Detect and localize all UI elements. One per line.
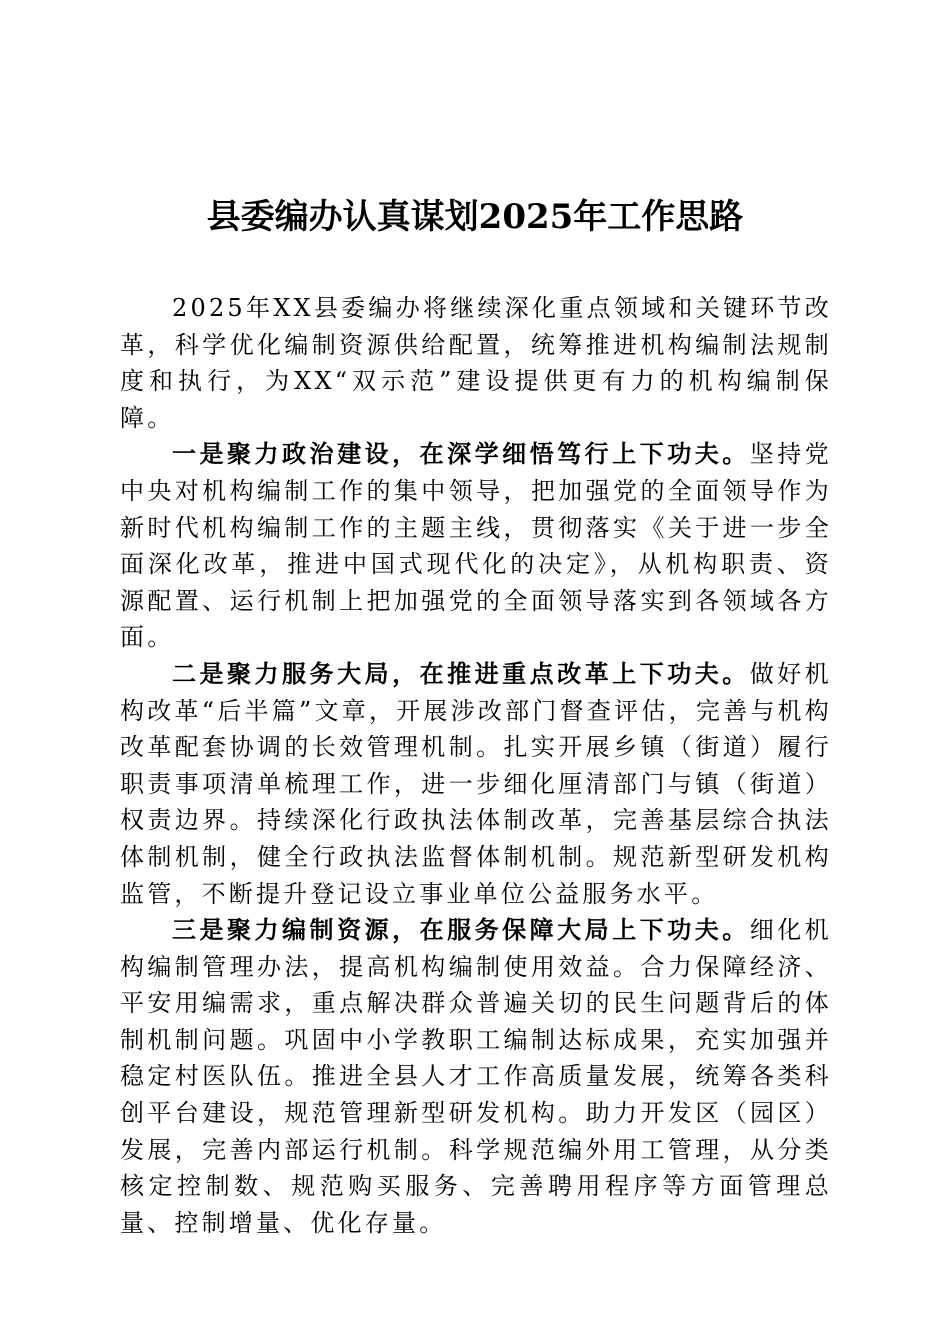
section-paragraph-1: [120, 436, 832, 656]
intro-paragraph: 2025年XX县委编办将继续深化重点领域和关键环节改革，科学优化编制资源供给配置，统筹推进机构编制法规制度和执行，为XX“双示范”建设提供更有力的机构编制保障。: [120, 294, 832, 432]
section-lead-3: 三是聚力编制资源，在服务保障大局上下功夫。: [172, 915, 750, 945]
section-text-1: 坚持党中央对机构编制工作的集中领导，把加强党的全面领导作为新时代机构编制工作的主题主线，贯彻落实《关于进一步全面深化改革，推进中国式现代化的决定》，从机构职责、资源配置、运行机制上把加强党的全面领导落实到各领域各方面。: [120, 440, 832, 652]
section-paragraph-3: [120, 912, 832, 1241]
section-text-2: 做好机构改革“后半篇”文章，开展涉改部门督查评估，完善与机构改革配套协调的长效管理机制。扎实开展乡镇（街道）履行职责事项清单梳理工作，进一步细化厘清部门与镇（街道）权责边界。持续深化行政执法体制改革，完善基层综合执法体制机制，健全行政执法监督体制机制。规范新型研发机构监管，不断提升登记设立事业单位公益服务水平。: [120, 659, 832, 908]
section-text-3: 细化机构编制管理办法，提高机构编制使用效益。合力保障经济、平安用编需求，重点解决群众普遍关切的民生问题背后的体制机制问题。巩固中小学教职工编制达标成果，充实加强并稳定村医队伍。推进全县人才工作高质量发展，统筹各类科创平台建设，规范管理新型研发机构。助力开发区（园区）发展，完善内部运行机制。科学规范编外用工管理，从分类核定控制数、规范购买服务、完善聘用程序等方面管理总量、控制增量、优化存量。: [120, 916, 832, 1237]
document-title: 县委编办认真谋划2025年工作思路: [206, 197, 744, 237]
section-lead-1: 一是聚力政治建设，在深学细悟笃行上下功夫。: [172, 439, 750, 469]
section-lead-2: 二是聚力服务大局，在推进重点改革上下功夫。: [172, 658, 750, 688]
section-paragraph-2: [120, 656, 832, 912]
document-body: [120, 290, 832, 1241]
